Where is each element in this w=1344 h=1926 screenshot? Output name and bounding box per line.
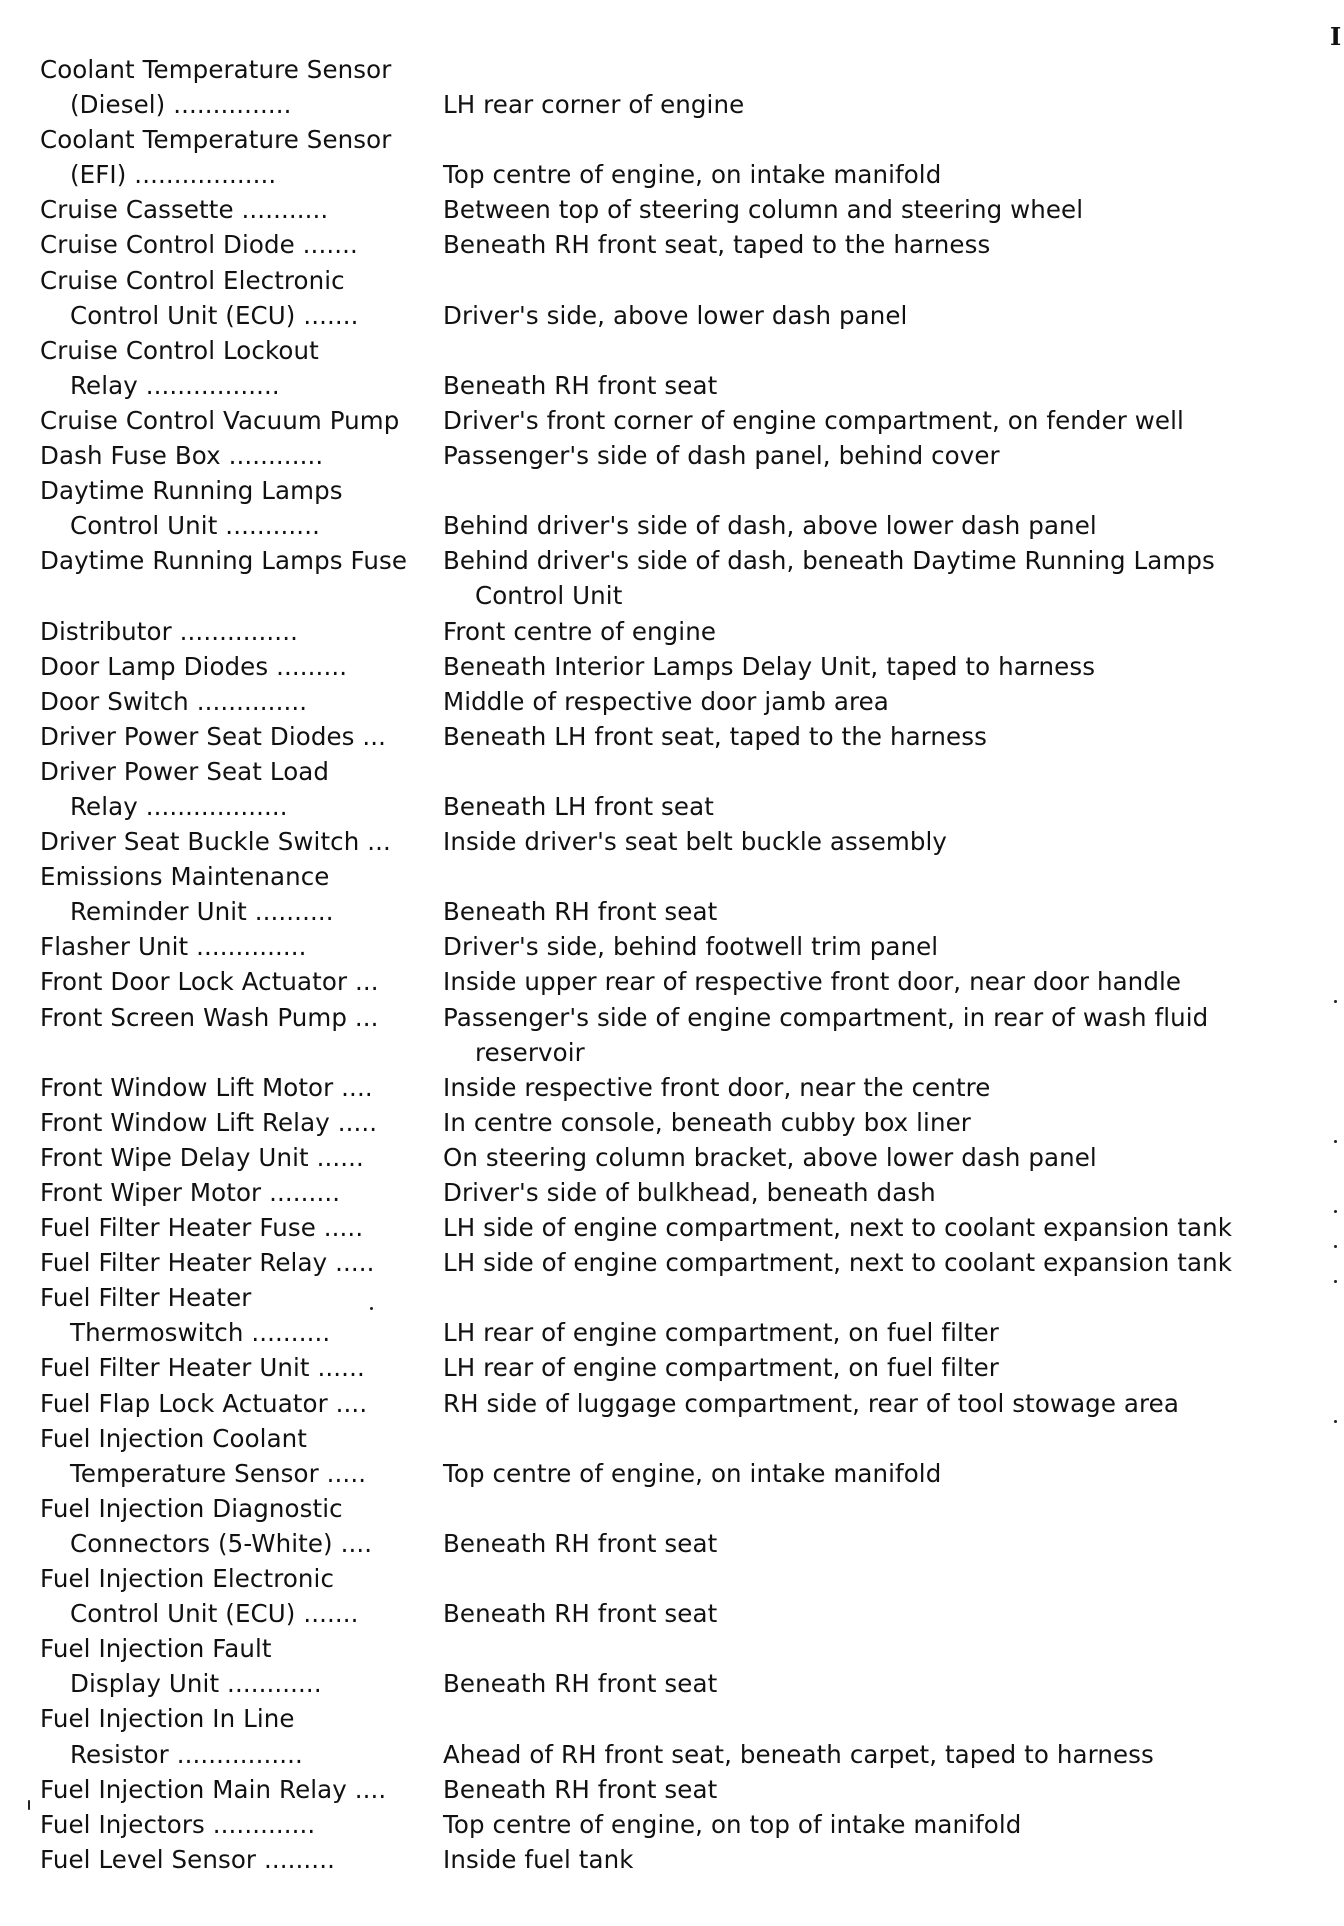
component-location: Behind driver's side of dash, beneath Daytime Running Lamps <box>443 546 1215 576</box>
component-name: Fuel Injection Electronic <box>40 1564 335 1594</box>
component-location: Inside respective front door, near the centre <box>443 1072 991 1102</box>
component-name: Fuel Filter Heater Fuse ..... <box>40 1213 364 1243</box>
component-name: Control Unit ............ <box>70 511 320 541</box>
list-item <box>40 1561 1330 1596</box>
component-name: Connectors (5-White) .... <box>70 1528 373 1558</box>
component-name: Reminder Unit .......... <box>70 897 334 927</box>
list-item <box>40 543 1330 578</box>
component-name: Display Unit ............ <box>70 1669 322 1699</box>
component-name: Fuel Injection In Line <box>40 1704 295 1734</box>
component-location: In centre console, beneath cubby box liner <box>443 1107 971 1137</box>
component-name: (EFI) .................. <box>70 160 277 190</box>
component-name: Front Window Lift Relay ..... <box>40 1107 378 1137</box>
component-name: Temperature Sensor ..... <box>70 1458 367 1488</box>
component-location: Beneath RH front seat <box>443 370 718 400</box>
list-item <box>40 227 1330 262</box>
component-name: Control Unit (ECU) ....... <box>70 1599 359 1629</box>
list-item <box>40 1526 1330 1561</box>
list-item <box>40 1140 1330 1175</box>
component-location: Ahead of RH front seat, beneath carpet, taped to harness <box>443 1739 1154 1769</box>
component-location: Beneath RH front seat, taped to the harness <box>443 230 991 260</box>
list-item <box>40 1631 1330 1666</box>
list-item <box>40 1035 1330 1070</box>
scan-speck <box>1334 1210 1337 1213</box>
component-location: Top centre of engine, on intake manifold <box>443 1458 942 1488</box>
component-name: Coolant Temperature Sensor <box>40 125 392 155</box>
component-name: Fuel Filter Heater Unit ...... <box>40 1353 365 1383</box>
list-item <box>40 1386 1330 1421</box>
list-item <box>40 929 1330 964</box>
component-name: Fuel Injectors ............. <box>40 1809 316 1839</box>
component-name: Fuel Injection Main Relay .... <box>40 1774 387 1804</box>
component-name: Thermoswitch .......... <box>70 1318 331 1348</box>
component-name: Cruise Cassette ........... <box>40 195 329 225</box>
component-location: Driver's side of bulkhead, beneath dash <box>443 1178 936 1207</box>
component-name: Resistor ................ <box>70 1739 303 1769</box>
component-location: LH side of engine compartment, next to coolant expansion tank <box>443 1213 1232 1243</box>
scan-speck <box>1334 1000 1337 1003</box>
component-location: Behind driver's side of dash, above lower dash panel <box>443 511 1097 541</box>
list-item <box>40 157 1330 192</box>
component-location: Driver's side, behind footwell trim panel <box>443 932 939 962</box>
component-name: Flasher Unit .............. <box>40 932 307 962</box>
component-name: Door Switch .............. <box>40 686 308 716</box>
component-name: Control Unit (ECU) ....... <box>70 300 359 330</box>
list-item <box>40 964 1330 999</box>
list-item <box>40 894 1330 929</box>
component-location: Beneath RH front seat <box>443 1774 718 1804</box>
component-name: Front Window Lift Motor .... <box>40 1072 373 1102</box>
component-name: Cruise Control Electronic <box>40 265 345 295</box>
component-name: Fuel Filter Heater Relay ..... <box>40 1248 375 1278</box>
list-item <box>40 1105 1330 1140</box>
list-item <box>40 403 1330 438</box>
list-item <box>40 859 1330 894</box>
component-location: Beneath RH front seat <box>443 897 718 927</box>
list-item <box>40 719 1330 754</box>
list-item <box>40 1772 1330 1807</box>
list-item <box>40 1596 1330 1631</box>
list-item <box>40 1666 1330 1701</box>
list-item <box>40 1280 1330 1315</box>
component-location: Top centre of engine, on intake manifold <box>443 160 942 190</box>
scan-speck <box>28 1800 30 1810</box>
component-location: Passenger's side of engine compartment, in rear of wash fluid <box>443 1002 1209 1032</box>
list-item <box>40 789 1330 824</box>
component-location: Passenger's side of dash panel, behind cover <box>443 441 1000 471</box>
component-location: Beneath RH front seat <box>443 1528 718 1558</box>
component-name: Fuel Injection Fault <box>40 1634 272 1664</box>
component-name: Emissions Maintenance <box>40 862 330 892</box>
list-item <box>40 684 1330 719</box>
list-item <box>40 1421 1330 1456</box>
component-name: Relay ................. <box>70 370 280 400</box>
list-item <box>40 368 1330 403</box>
component-location: Front centre of engine <box>443 616 716 646</box>
list-item <box>40 649 1330 684</box>
component-name: Relay .................. <box>70 791 288 821</box>
component-location: Middle of respective door jamb area <box>443 686 889 716</box>
list-item <box>40 824 1330 859</box>
component-name: Fuel Level Sensor ......... <box>40 1844 335 1874</box>
list-item <box>40 1175 1330 1210</box>
component-name: Dash Fuse Box ............ <box>40 441 324 471</box>
component-location: Control Unit <box>475 581 623 611</box>
component-name: Driver Seat Buckle Switch ... <box>40 827 391 857</box>
component-name: Daytime Running Lamps <box>40 476 343 506</box>
list-item <box>40 192 1330 227</box>
list-item <box>40 1210 1330 1245</box>
component-location: Beneath Interior Lamps Delay Unit, taped to harness <box>443 651 1096 681</box>
list-item <box>40 614 1330 649</box>
list-item <box>40 1000 1330 1035</box>
list-item <box>40 1491 1330 1526</box>
list-item <box>40 333 1330 368</box>
component-location: Inside driver's seat belt buckle assembly <box>443 827 948 857</box>
component-name: Driver Power Seat Diodes ... <box>40 721 387 751</box>
scan-speck <box>1334 1280 1337 1283</box>
component-name: Daytime Running Lamps Fuse <box>40 546 408 576</box>
list-item <box>40 1245 1330 1280</box>
component-name: Cruise Control Diode ....... <box>40 230 358 260</box>
scan-speck <box>1334 1140 1337 1143</box>
scan-speck <box>1334 1420 1337 1423</box>
component-name: Coolant Temperature Sensor <box>40 55 392 84</box>
component-location: LH rear of engine compartment, on fuel filter <box>443 1318 999 1348</box>
component-location: LH rear of engine compartment, on fuel filter <box>443 1353 999 1383</box>
component-location: Inside upper rear of respective front door, near door handle <box>443 967 1182 997</box>
list-item <box>40 87 1330 122</box>
component-location-list <box>40 52 1330 1877</box>
component-name: Front Wiper Motor ......... <box>40 1178 341 1207</box>
scan-speck <box>1334 1245 1337 1248</box>
component-name: Fuel Flap Lock Actuator .... <box>40 1388 368 1418</box>
list-item <box>40 1350 1330 1385</box>
list-item <box>40 578 1330 613</box>
component-location: LH rear corner of engine <box>443 90 745 120</box>
component-name: Cruise Control Vacuum Pump <box>40 405 400 435</box>
list-item <box>40 1807 1330 1842</box>
list-item <box>40 508 1330 543</box>
component-name: Fuel Filter Heater <box>40 1283 252 1313</box>
list-item <box>40 263 1330 298</box>
list-item <box>40 1456 1330 1491</box>
component-location: Beneath RH front seat <box>443 1599 718 1629</box>
list-item <box>40 1842 1330 1877</box>
list-item <box>40 1070 1330 1105</box>
list-item <box>40 1737 1330 1772</box>
component-name: Front Screen Wash Pump ... <box>40 1002 379 1032</box>
component-name: Fuel Injection Diagnostic <box>40 1493 343 1523</box>
page-edge-mark: I <box>1330 22 1342 51</box>
component-name: Cruise Control Lockout <box>40 335 319 365</box>
component-location: Beneath LH front seat <box>443 791 714 821</box>
list-item <box>40 298 1330 333</box>
component-name: Driver Power Seat Load <box>40 756 330 786</box>
component-location: Top centre of engine, on top of intake manifold <box>443 1809 1022 1839</box>
list-item <box>40 122 1330 157</box>
component-location: Driver's side, above lower dash panel <box>443 300 908 330</box>
component-name: (Diesel) ............... <box>70 90 292 120</box>
component-name: Distributor ............... <box>40 616 298 646</box>
component-location: On steering column bracket, above lower dash panel <box>443 1142 1097 1172</box>
component-name: Front Door Lock Actuator ... <box>40 967 379 997</box>
component-location: Beneath RH front seat <box>443 1669 718 1699</box>
component-location: RH side of luggage compartment, rear of tool stowage area <box>443 1388 1179 1418</box>
list-item <box>40 52 1330 87</box>
list-item <box>40 754 1330 789</box>
component-location: Driver's front corner of engine compartment, on fender well <box>443 405 1184 435</box>
component-location: Between top of steering column and steering wheel <box>443 195 1084 225</box>
component-name: Door Lamp Diodes ......... <box>40 651 348 681</box>
list-item <box>40 1701 1330 1736</box>
component-name: Front Wipe Delay Unit ...... <box>40 1142 364 1172</box>
component-location: reservoir <box>475 1037 585 1067</box>
component-location: Inside fuel tank <box>443 1844 634 1874</box>
component-location: LH side of engine compartment, next to coolant expansion tank <box>443 1248 1232 1278</box>
list-item <box>40 1315 1330 1350</box>
component-location: Beneath LH front seat, taped to the harness <box>443 721 987 751</box>
list-item <box>40 473 1330 508</box>
component-name: Fuel Injection Coolant <box>40 1423 308 1453</box>
list-item <box>40 438 1330 473</box>
